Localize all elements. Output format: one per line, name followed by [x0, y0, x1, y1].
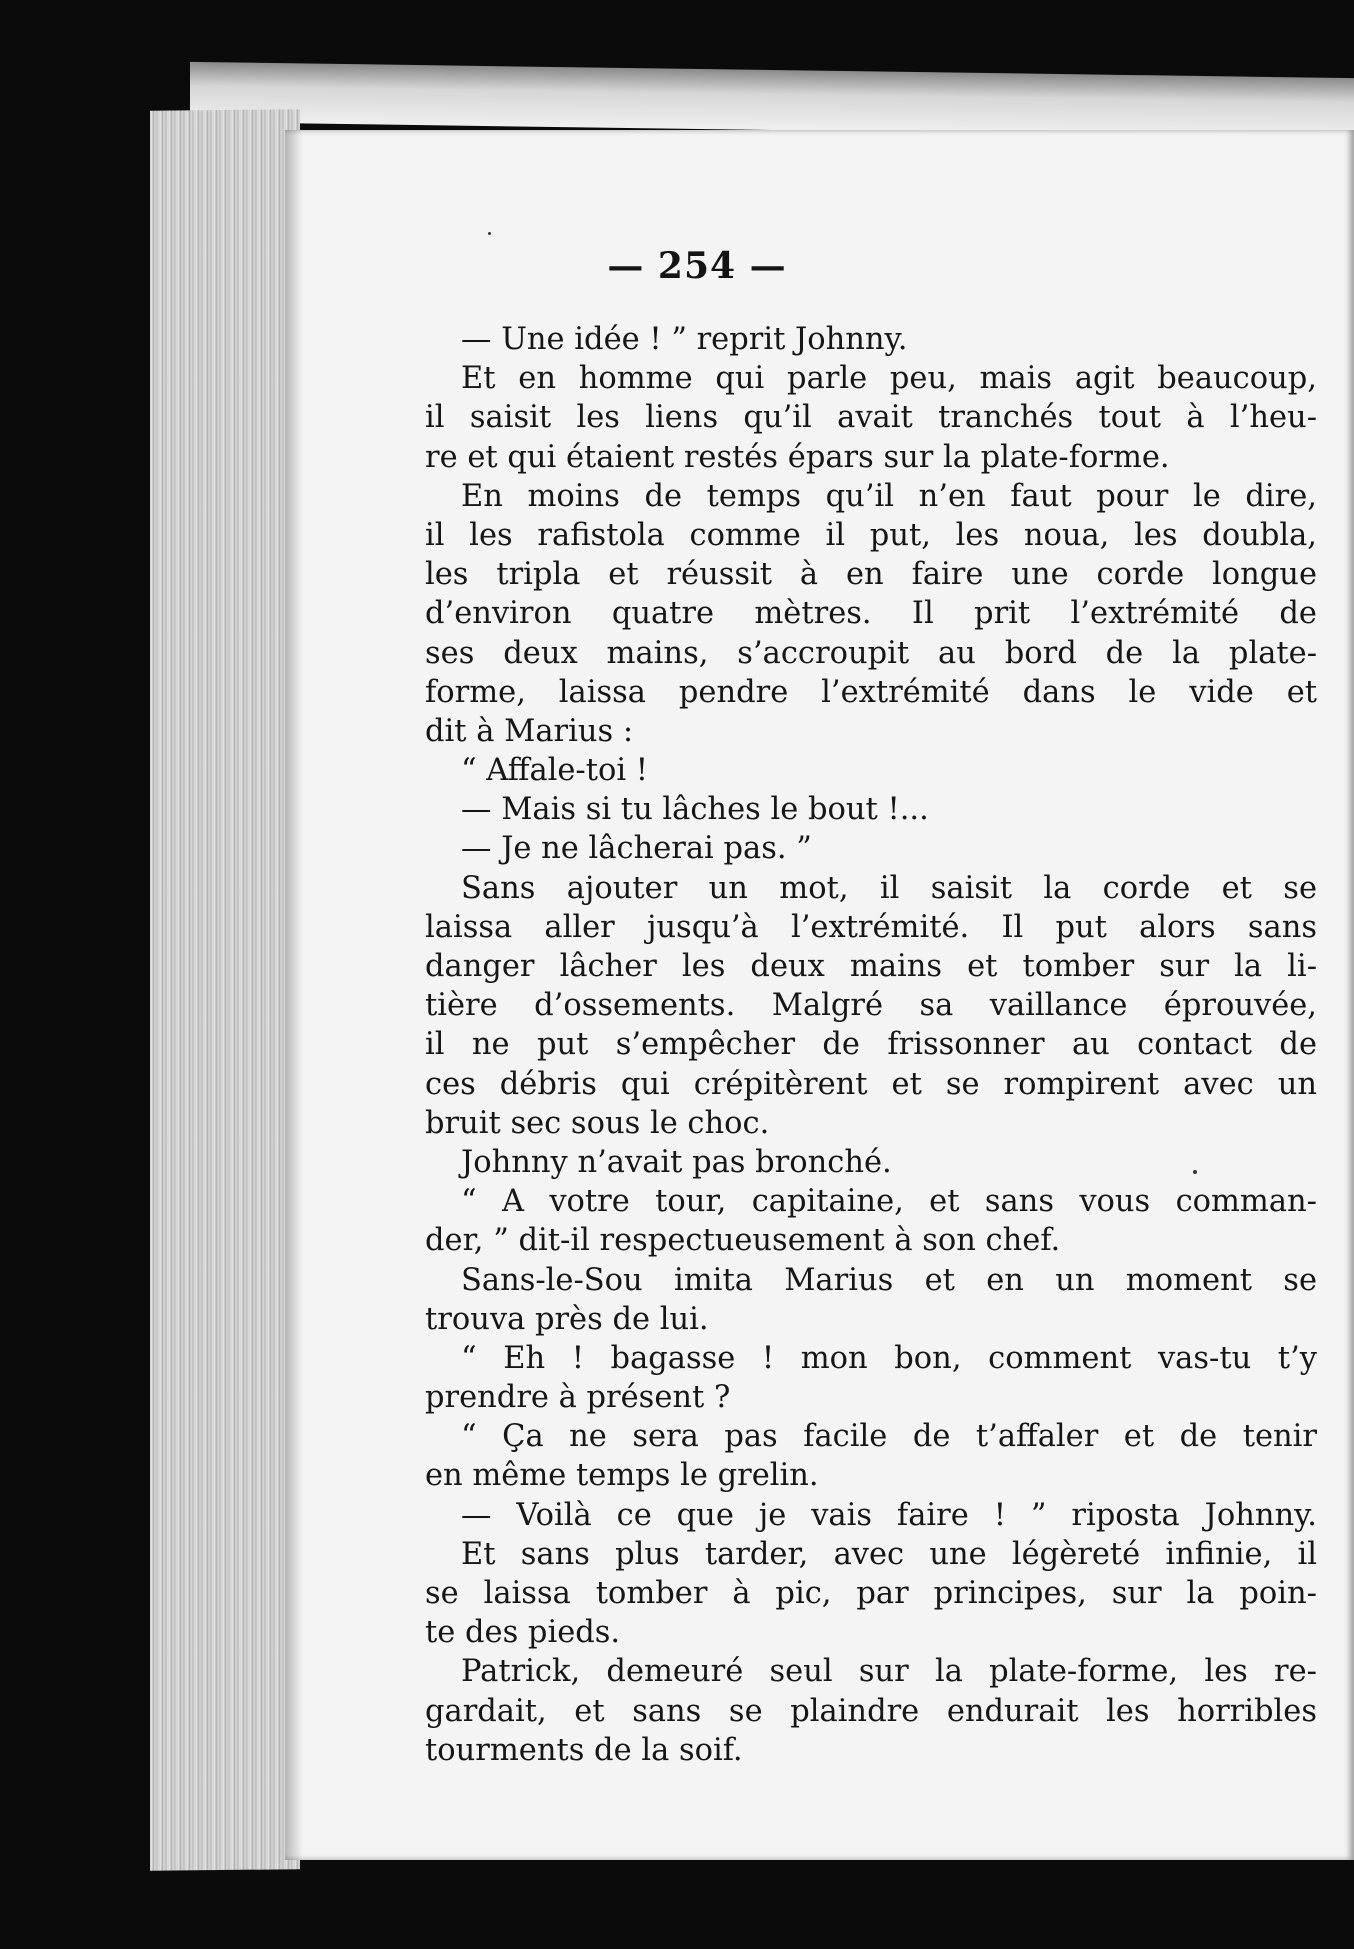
text-line: il les rafistola comme il put, les noua, les doubla,: [425, 517, 1317, 553]
text-line: laissa aller jusqu’à l’extrémité. Il put alors sans: [425, 909, 1317, 945]
text-line: il ne put s’empêcher de frissonner au contact de: [425, 1027, 1317, 1063]
text-line: d’environ quatre mètres. Il prit l’extrémité de: [425, 596, 1317, 632]
text-line: il saisit les liens qu’il avait tranchés tout à l’heu-: [425, 400, 1317, 436]
text-line: en même temps le grelin.: [425, 1458, 819, 1494]
text-line: Sans ajouter un mot, il saisit la corde et se: [461, 870, 1317, 906]
text-line: Et en homme qui parle peu, mais agit beaucoup,: [461, 361, 1317, 397]
text-line: dit à Marius :: [425, 713, 634, 749]
paper-speck: [1193, 1170, 1197, 1174]
text-line: gardait, et sans se plaindre endurait les horribles: [425, 1693, 1317, 1729]
text-line: tière d’ossements. Malgré sa vaillance éprouvée,: [425, 988, 1317, 1024]
text-line: ces débris qui crépitèrent et se rompirent avec un: [425, 1066, 1317, 1102]
body-text: [425, 320, 1317, 1770]
page-stack-top-edge: [190, 62, 1354, 138]
text-line: “ Ça ne sera pas facile de t’affaler et de tenir: [461, 1419, 1317, 1455]
text-line: — Mais si tu lâches le bout !...: [461, 792, 929, 828]
page-stack-side-edges: [150, 109, 300, 1871]
text-line: “ A votre tour, capitaine, et sans vous comman-: [461, 1184, 1317, 1220]
page-number: — 254 —: [607, 245, 787, 287]
text-line: se laissa tomber à pic, par principes, sur la poin-: [425, 1576, 1317, 1611]
text-line: te des pieds.: [425, 1615, 621, 1651]
text-line: tourments de la soif.: [425, 1732, 743, 1768]
paper-speck: [488, 232, 491, 235]
text-line: les tripla et réussit à en faire une corde longue: [425, 557, 1317, 593]
text-line: — Une idée ! ” reprit Johnny.: [461, 322, 908, 357]
text-line: Sans-le-Sou imita Marius et en un moment se: [461, 1262, 1317, 1298]
text-line: — Voilà ce que je vais faire ! ” riposta Johnny.: [461, 1497, 1317, 1533]
text-line: En moins de temps qu’il n’en faut pour le dire,: [461, 478, 1317, 514]
text-line: prendre à présent ?: [425, 1380, 731, 1416]
text-line: re et qui étaient restés épars sur la plate-forme.: [425, 439, 1170, 475]
text-line: forme, laissa pendre l’extrémité dans le vide et: [425, 674, 1317, 710]
text-line: “ Eh ! bagasse ! mon bon, comment vas-tu t’y: [461, 1340, 1317, 1376]
text-line: Johnny n’avait pas bronché.: [461, 1144, 892, 1180]
page-gutter-shadow: [285, 130, 303, 1860]
text-line: “ Affale-toi !: [461, 753, 649, 789]
text-line: — Je ne lâcherai pas. ”: [461, 831, 812, 867]
text-line: trouva près de lui.: [425, 1301, 709, 1337]
text-line: Patrick, demeuré seul sur la plate-forme, les re-: [461, 1654, 1317, 1690]
text-line: bruit sec sous le choc.: [425, 1105, 770, 1141]
text-line: der, ” dit-il respectueusement à son chef.: [425, 1223, 1061, 1259]
text-line: Et sans plus tarder, avec une légèreté infinie, il: [461, 1536, 1317, 1572]
text-line: danger lâcher les deux mains et tomber sur la li-: [425, 949, 1317, 984]
text-line: ses deux mains, s’accroupit au bord de la plate-: [425, 635, 1317, 671]
